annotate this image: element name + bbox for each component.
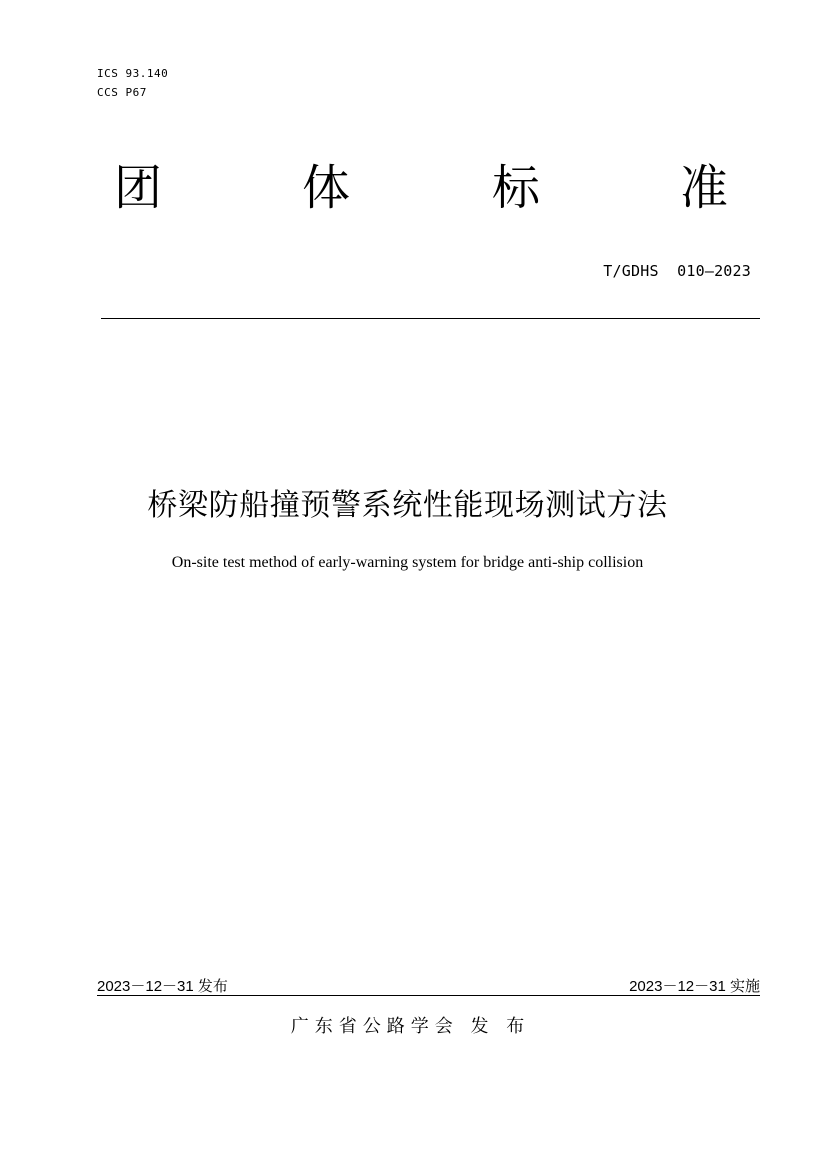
standard-type-heading [96,158,746,218]
publisher: 广东省公路学会 发 布 [290,1016,531,1037]
top-divider [101,318,760,319]
standard-number: T/GDHS 010—2023 [603,262,751,280]
standard-type-char: 标 [492,160,541,216]
standard-type-char: 体 [302,160,351,216]
ics-code: ICS 93.140 [97,67,169,80]
bottom-divider [97,995,760,996]
standard-type-char: 团 [114,160,163,216]
standard-type-char: 准 [680,160,729,216]
document-title-chinese: 桥梁防船撞预警系统性能现场测试方法 [147,488,668,523]
implementation-date: 2023－12－31 实施 [629,978,760,995]
release-date: 2023－12－31 发布 [97,978,228,995]
document-title-english: On-site test method of early-warning system for bridge anti-ship collision [171,554,644,571]
ccs-code: CCS P67 [97,86,147,99]
classification-codes [97,64,168,102]
